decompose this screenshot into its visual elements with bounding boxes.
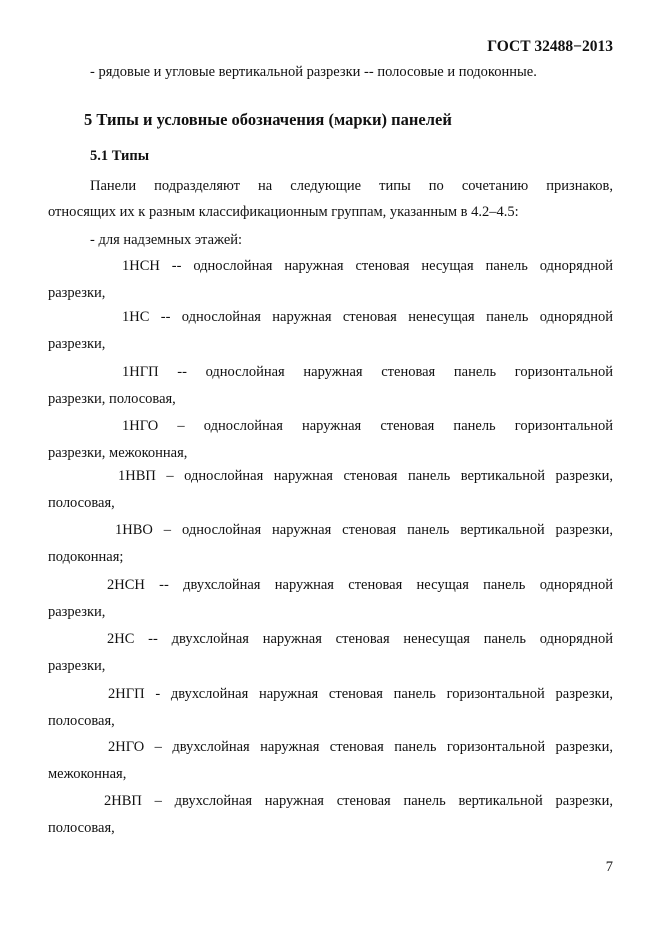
page-number: 7 [605,859,613,875]
type-definition-line: 1НС -- однослойная наружная стеновая ненесущая панель однорядной [122,309,613,325]
type-definition-continuation: разрезки, [48,285,106,301]
type-definition-continuation: полосовая, [48,495,115,511]
group-label: - для надземных этажей: [90,232,243,248]
type-definition-continuation: разрезки, [48,336,106,352]
type-definition-continuation: разрезки, межоконная, [48,445,188,461]
subsection-title: 5.1 Типы [90,148,150,164]
type-definition-continuation: разрезки, полосовая, [48,391,176,407]
type-definition-continuation: разрезки, [48,658,106,674]
type-definition-line: 2НСН -- двухслойная наружная стеновая несущая панель однорядной [107,577,613,593]
type-definition-line: 2НС -- двухслойная наружная стеновая ненесущая панель однорядной [107,631,613,647]
section-title: 5 Типы и условные обозначения (марки) панелей [84,110,452,129]
type-definition-continuation: полосовая, [48,713,115,729]
type-definition-continuation: полосовая, [48,820,115,836]
type-definition-line: 2НГП - двухслойная наружная стеновая панель горизонтальной разрезки, [108,686,613,702]
type-definition-line: 1НГП -- однослойная наружная стеновая панель горизонтальной [122,364,613,380]
type-definition-continuation: разрезки, [48,604,106,620]
type-definition-line: 1НВП – однослойная наружная стеновая панель вертикальной разрезки, [118,468,613,484]
type-definition-line: 1НГО – однослойная наружная стеновая панель горизонтальной [122,418,613,434]
type-definition-line: 2НГО – двухслойная наружная стеновая панель горизонтальной разрезки, [108,739,613,755]
type-definition-line: 1НВО – однослойная наружная стеновая панель вертикальной разрезки, [115,522,613,538]
intro-line: - рядовые и угловые вертикальной разрезки -- полосовые и подоконные. [90,64,537,80]
document-standard-number: ГОСТ 32488−2013 [487,38,613,55]
type-definition-continuation: подоконная; [48,549,124,565]
type-definition-line: 2НВП – двухслойная наружная стеновая панель вертикальной разрезки, [104,793,613,809]
type-definition-continuation: межоконная, [48,766,127,782]
type-definition-line: 1НСН -- однослойная наружная стеновая несущая панель однорядной [122,258,613,274]
paragraph-line-2: относящих их к разным классификационным группам, указанным в 4.2–4.5: [48,204,519,220]
paragraph-line-1: Панели подразделяют на следующие типы по сочетанию признаков, [90,178,613,194]
